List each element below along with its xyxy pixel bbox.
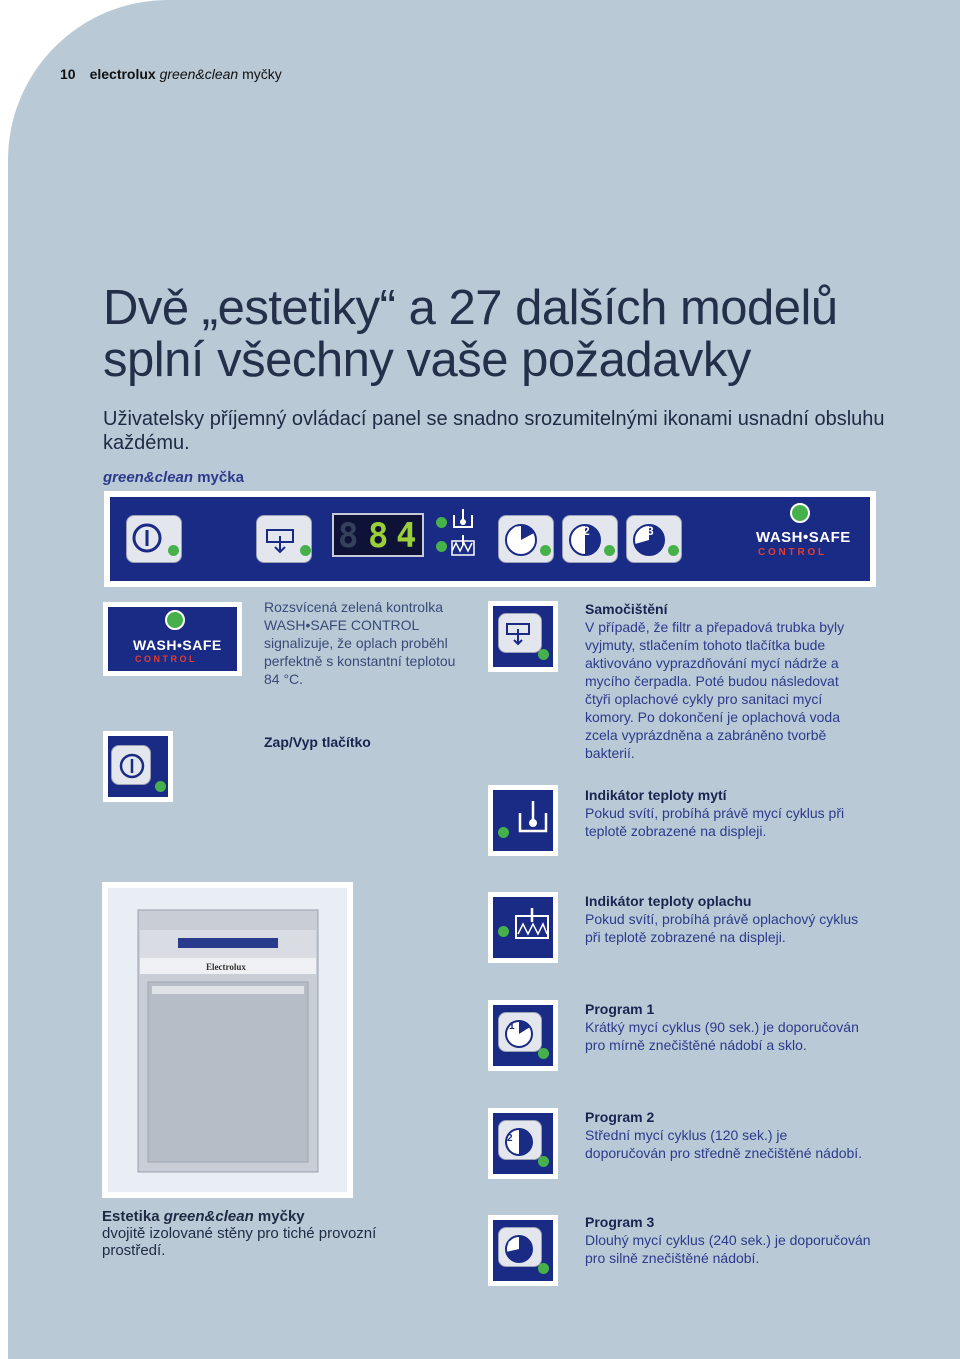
program-1-number: 1 <box>513 524 520 538</box>
header-brand: electrolux <box>89 66 156 82</box>
caption-bold-2: myčky <box>253 1208 305 1225</box>
rinse-temp-tile <box>488 892 558 963</box>
program-1-led <box>540 545 551 556</box>
program-2-tile-number: 2 <box>507 1133 513 1144</box>
self-clean-title: Samočištění <box>585 601 668 617</box>
photo-caption <box>102 1208 432 1259</box>
wash-temp-icon <box>450 507 476 531</box>
rinse-temp-title: Indikátor teploty oplachu <box>585 893 752 909</box>
dishwasher-illustration <box>108 888 347 1192</box>
program-3-tile-led <box>538 1263 549 1274</box>
page-number: 10 <box>60 66 76 82</box>
temperature-display <box>332 513 424 557</box>
panel-washsafe-sub: C O N T R O L <box>758 547 825 558</box>
caption-text: dvojitě izolované stěny pro tiché provozní prostředí. <box>102 1225 377 1259</box>
program-3-tile-number: 3 <box>508 1240 514 1251</box>
self-clean-icon <box>257 516 313 564</box>
wash-temp-title: Indikátor teploty mytí <box>585 787 727 803</box>
wash-temp-tile-led <box>498 827 509 838</box>
header-product-suffix: myčky <box>238 66 282 82</box>
intro-text: Uživatelsky příjemný ovládací panel se snadno srozumitelnými ikonami usnadní obsluhu každému. <box>103 408 885 454</box>
wash-temp-icon <box>516 799 550 839</box>
program-2-description <box>585 1108 865 1162</box>
program-3-clock-icon <box>627 516 683 564</box>
wash-temp-description <box>585 786 860 840</box>
program-1-clock-icon <box>499 1013 543 1053</box>
power-label: Zap/Vyp tlačítko <box>264 734 371 750</box>
title-line-2: splní všechny vaše požadavky <box>103 333 751 387</box>
program-3-tile <box>488 1215 558 1286</box>
power-tile-led <box>155 781 166 792</box>
wash-temp-led <box>436 517 447 528</box>
display-digit-3: 4 <box>396 516 417 556</box>
program-3-title: Program 3 <box>585 1214 655 1230</box>
rinse-temp-icon <box>514 906 550 946</box>
program-1-clock-icon <box>499 516 555 564</box>
rinse-temp-description <box>585 892 860 946</box>
panel-label-rest: myčka <box>193 469 244 486</box>
program-2-tile-led <box>538 1156 549 1167</box>
program-1-tile-led <box>538 1048 549 1059</box>
power-icon <box>112 746 152 786</box>
self-clean-text: V případě, že filtr a přepadová trubka byly vyjmuty, stlačením tohoto tlačítka bude aktivováno vyprazdňování mycí nádrže a mycího čerpadla. Poté budou následovat čtyři oplachové cykly pro sanitaci mycí komory. Po dokončení je oplachová voda zcela vyprázdněna a zabráněno tvorbě bakterií. <box>585 619 845 761</box>
power-icon <box>127 516 183 564</box>
washsafe-tile-word: WASH•SAFE <box>133 637 222 653</box>
panel-label <box>103 469 244 486</box>
rinse-temp-tile-led <box>498 926 509 937</box>
self-clean-tile-led <box>538 649 549 660</box>
page-header <box>60 66 282 82</box>
program-3-led <box>668 545 679 556</box>
washsafe-description: Rozsvícená zelená kontrolka WASH•SAFE CONTROL signalizuje, že oplach proběhl perfektně s konstantní teplotou 84 °C. <box>264 599 456 687</box>
washsafe-tile-led <box>165 610 185 630</box>
rinse-temp-text: Pokud svítí, probíhá právě oplachový cyklus při teplotě zobrazené na displeji. <box>585 911 859 945</box>
dishwasher-photo <box>108 888 347 1192</box>
title-line-1: Dvě „estetiky“ a 27 dalších modelů <box>103 281 838 335</box>
wash-temp-text: Pokud svítí, probíhá právě mycí cyklus při teplotě zobrazené na displeji. <box>585 805 845 839</box>
caption-bold-1: Estetika <box>102 1208 164 1225</box>
header-product: green&clean <box>159 66 239 82</box>
self-clean-tile <box>488 601 558 672</box>
program-2-clock-icon <box>563 516 619 564</box>
program-2-led <box>604 545 615 556</box>
power-led <box>168 545 179 556</box>
program-3-text: Dlouhý mycí cyklus (240 sek.) je doporučován pro silně znečištěné nádobí. <box>585 1232 871 1266</box>
wash-temp-tile <box>488 785 558 856</box>
control-panel <box>110 497 870 581</box>
photo-brand-plate: Electrolux <box>206 962 246 972</box>
panel-washsafe-word: WASH•SAFE <box>756 529 851 546</box>
rinse-temp-led <box>436 541 447 552</box>
program-1-description <box>585 1000 865 1054</box>
self-clean-icon <box>499 614 543 654</box>
washsafe-tile <box>103 602 242 676</box>
program-2-tile <box>488 1108 558 1179</box>
display-digit-2: 8 <box>368 516 389 556</box>
program-1-tile <box>488 1000 558 1071</box>
program-1-title: Program 1 <box>585 1001 655 1017</box>
self-clean-description <box>585 600 860 762</box>
program-3-description <box>585 1213 875 1267</box>
program-2-clock-icon <box>499 1121 543 1161</box>
program-1-tile-number: 1 <box>509 1021 515 1032</box>
program-1-text: Krátký mycí cyklus (90 sek.) je doporučován pro mírně znečištěné nádobí a sklo. <box>585 1019 859 1053</box>
program-2-number: 2 <box>583 524 590 538</box>
rinse-temp-icon <box>450 533 476 557</box>
page-title <box>103 282 943 386</box>
panel-washsafe-led <box>790 503 810 523</box>
power-tile <box>103 731 173 802</box>
washsafe-tile-sub: C O N T R O L <box>135 654 195 664</box>
program-3-clock-icon <box>499 1228 543 1268</box>
program-2-title: Program 2 <box>585 1109 655 1125</box>
caption-italic: green&clean <box>163 1208 254 1225</box>
self-clean-led <box>300 545 311 556</box>
display-digit-1: 8 <box>338 516 359 556</box>
panel-label-italic: green&clean <box>103 469 194 486</box>
program-3-number: 3 <box>647 524 654 538</box>
program-2-text: Střední mycí cyklus (120 sek.) je doporučován pro středně znečištěné nádobí. <box>585 1127 863 1161</box>
